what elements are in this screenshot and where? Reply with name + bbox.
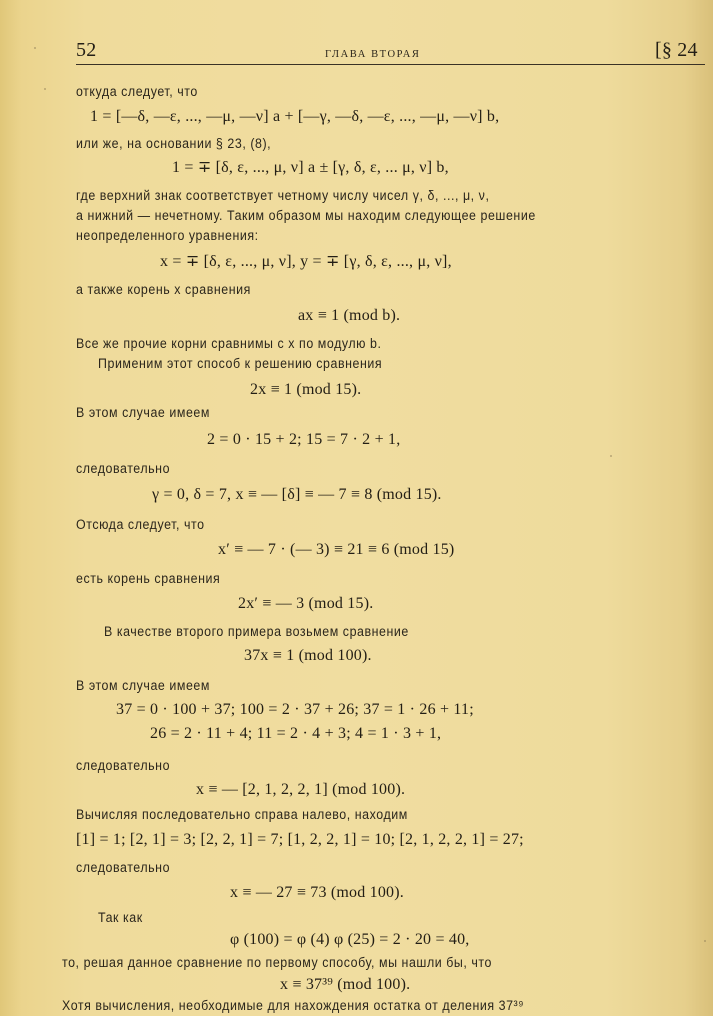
body-formula: ax ≡ 1 (mod b). <box>298 307 401 324</box>
body-text: В этом случае имеем <box>76 678 210 693</box>
body-text: или же, на основании § 23, (8), <box>76 136 272 151</box>
body-text: а также корень x сравнения <box>76 282 251 297</box>
paper-speck <box>34 47 36 49</box>
body-text: следовательно <box>76 758 171 773</box>
body-formula: 1 = ∓ [δ, ε, ..., μ, ν] a ± [γ, δ, ε, ... μ, ν] b, <box>172 159 449 176</box>
paper-speck <box>610 455 612 457</box>
body-formula: 2x ≡ 1 (mod 15). <box>250 381 362 398</box>
header-rule <box>76 64 705 65</box>
body-text: В этом случае имеем <box>76 405 210 420</box>
paper-speck <box>704 940 706 942</box>
body-formula: x = ∓ [δ, ε, ..., μ, ν], y = ∓ [γ, δ, ε, ..., μ, ν], <box>160 253 452 270</box>
body-formula: φ (100) = φ (4) φ (25) = 2 · 20 = 40, <box>230 931 470 948</box>
body-formula: x′ ≡ — 7 · (— 3) ≡ 21 ≡ 6 (mod 15) <box>218 541 455 558</box>
body-formula: 26 = 2 · 11 + 4; 11 = 2 · 4 + 3; 4 = 1 · 3 + 1, <box>150 725 442 742</box>
body-formula: 2 = 0 · 15 + 2; 15 = 7 · 2 + 1, <box>207 431 401 448</box>
body-formula: 1 = [—δ, —ε, ..., —μ, —ν] a + [—γ, —δ, —ε, ..., —μ, —ν] b, <box>90 108 500 125</box>
body-text: Так как <box>98 910 143 925</box>
body-text: то, решая данное сравнение по первому способу, мы нашли бы, что <box>62 955 492 970</box>
body-formula: 37 = 0 · 100 + 37; 100 = 2 · 37 + 26; 37 = 1 · 26 + 11; <box>116 701 474 718</box>
body-formula: 2x′ ≡ — 3 (mod 15). <box>238 595 374 612</box>
body-text: Применим этот способ к решению сравнения <box>98 356 383 371</box>
body-text: Вычисляя последовательно справа налево, находим <box>76 807 408 822</box>
body-text: откуда следует, что <box>76 84 198 99</box>
body-text: Все же прочие корни сравнимы с x по модулю b. <box>76 336 382 351</box>
body-formula: [1] = 1; [2, 1] = 3; [2, 2, 1] = 7; [1, 2, 2, 1] = 10; [2, 1, 2, 2, 1] = 27; <box>76 831 524 848</box>
chapter-title: ГЛАВА ВТОРАЯ <box>325 49 421 60</box>
body-text: есть корень сравнения <box>76 571 221 586</box>
body-text: В качестве второго примера возьмем сравнение <box>104 624 409 639</box>
body-formula: x ≡ — 27 ≡ 73 (mod 100). <box>230 884 404 901</box>
body-text: следовательно <box>76 860 171 875</box>
body-text: а нижний — нечетному. Таким образом мы находим следующее решение <box>76 208 536 223</box>
paper-speck <box>44 88 46 90</box>
body-text: следовательно <box>76 461 171 476</box>
body-text: Отсюда следует, что <box>76 517 205 532</box>
page-number: 52 <box>76 39 97 61</box>
body-text: где верхний знак соответствует четному числу чисел γ, δ, ..., μ, ν, <box>76 188 490 203</box>
body-formula: x ≡ — [2, 1, 2, 2, 1] (mod 100). <box>196 781 406 798</box>
body-formula: x ≡ 37³⁹ (mod 100). <box>280 976 411 993</box>
body-formula: 37x ≡ 1 (mod 100). <box>244 647 372 664</box>
body-text: неопределенного уравнения: <box>76 228 259 243</box>
body-text: Хотя вычисления, необходимые для нахождения остатка от деления 37³⁹ <box>62 998 525 1013</box>
body-formula: γ = 0, δ = 7, x ≡ — [δ] ≡ — 7 ≡ 8 (mod 15). <box>152 486 442 503</box>
section-marker: [§ 24 <box>655 39 698 61</box>
